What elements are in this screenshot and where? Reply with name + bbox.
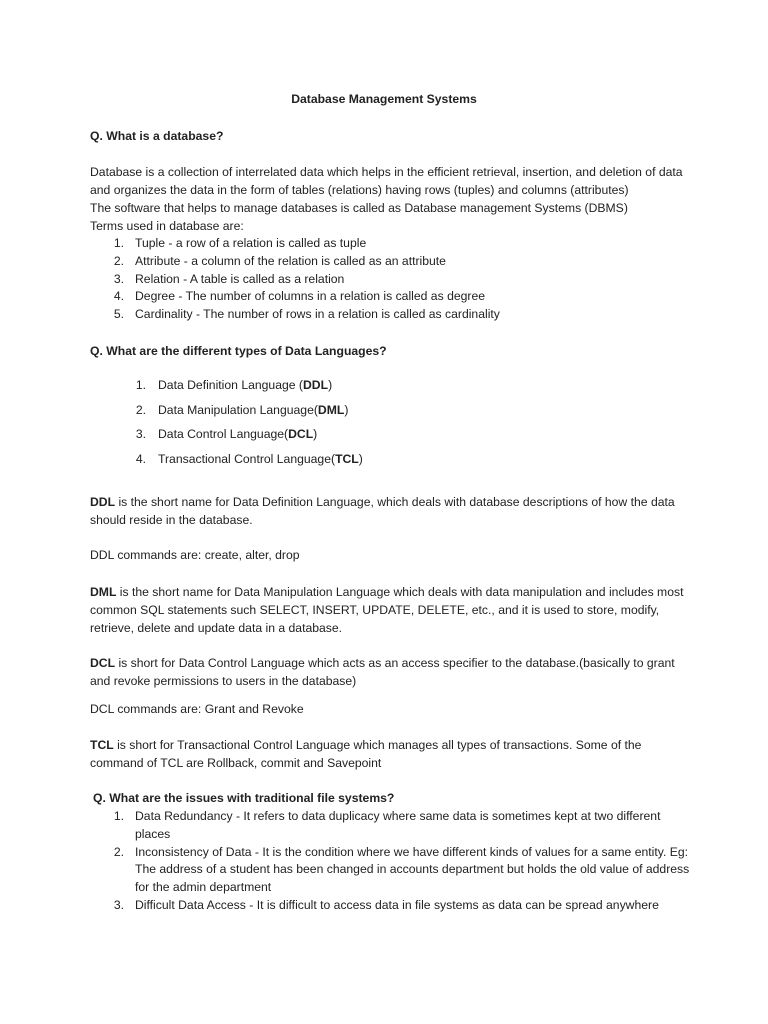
paren-close: ) — [313, 427, 318, 442]
question-file-systems: Q. What are the issues with traditional file systems? — [93, 791, 395, 805]
language-abbr: DCL — [288, 427, 314, 442]
list-item — [90, 808, 690, 844]
issues-list — [90, 808, 690, 915]
list-number: 1. — [113, 809, 124, 823]
list-number: 1. — [113, 236, 124, 250]
list-item — [90, 235, 690, 253]
language-abbr: DDL — [303, 378, 329, 392]
list-item — [90, 253, 690, 271]
list-text: Attribute - a column of the relation is called as an attribute — [135, 253, 446, 268]
list-number: 4. — [135, 451, 146, 466]
paren-close: ) — [344, 402, 349, 417]
tcl-paragraph — [90, 737, 680, 773]
list-number: 5. — [113, 307, 124, 322]
list-text: Relation - A table is called as a relation — [135, 271, 345, 286]
ddl-abbr: DDL — [90, 495, 116, 509]
dcl-commands: DCL commands are: Grant and Revoke — [90, 702, 304, 716]
tcl-text: is short for Transactional Control Language which manages all types of transactions. Some of the command of TCL are Rollback, commit and Savepoint — [90, 738, 642, 770]
dcl-abbr: DCL — [90, 656, 116, 670]
dcl-paragraph — [90, 655, 685, 691]
list-number: 1. — [135, 378, 146, 392]
dml-paragraph — [90, 584, 685, 637]
dml-abbr: DML — [90, 585, 117, 599]
list-text: Tuple - a row of a relation is called as tuple — [135, 236, 367, 250]
ddl-paragraph — [90, 494, 680, 530]
list-item — [90, 288, 690, 306]
question-what-is-database: Q. What is a database? — [90, 129, 224, 143]
question-data-languages: Q. What are the different types of Data Languages? — [90, 344, 387, 358]
language-abbr: DML — [317, 402, 345, 417]
languages-list — [90, 377, 690, 475]
list-number: 2. — [113, 253, 124, 268]
list-number: 2. — [113, 844, 124, 859]
terms-intro: Terms used in database are: — [90, 219, 244, 233]
list-text: Cardinality - The number of rows in a relation is called as cardinality — [135, 307, 500, 322]
language-name: Data Control Language( — [158, 427, 289, 442]
list-text: Degree - The number of columns in a relation is called as degree — [135, 289, 486, 304]
dcl-text: is short for Data Control Language which acts as an access specifier to the database.(basically to grant and revoke permissions to users in the database) — [90, 656, 675, 688]
language-abbr: TCL — [335, 451, 359, 466]
list-number: 3. — [113, 897, 124, 912]
language-name: Transactional Control Language( — [158, 451, 336, 466]
paren-close: ) — [328, 378, 333, 392]
database-definition-paragraph: Database is a collection of interrelated data which helps in the efficient retrieval, insertion, and deletion of data and organizes the data in the form of tables (relations) having rows (tuples) and columns (attributes) — [90, 165, 683, 197]
list-item — [90, 377, 690, 402]
list-item — [90, 844, 690, 897]
ddl-commands: DDL commands are: create, alter, drop — [90, 548, 300, 562]
terms-list — [90, 235, 690, 324]
list-item — [90, 306, 690, 324]
language-name: Data Manipulation Language( — [158, 402, 318, 417]
list-number: 3. — [135, 427, 146, 442]
list-text: Data Redundancy - It refers to data duplicacy where same data is sometimes kept at two different places — [135, 809, 661, 841]
language-name: Data Definition Language ( — [158, 378, 303, 392]
list-item — [90, 402, 690, 427]
page-title: Database Management Systems — [291, 92, 477, 106]
list-number: 2. — [135, 402, 146, 417]
paren-close: ) — [358, 451, 363, 466]
list-number: 4. — [113, 289, 124, 304]
list-item — [90, 271, 690, 289]
list-item — [90, 897, 690, 915]
dbms-paragraph: The software that helps to manage databases is called as Database management Systems (DBMS) — [90, 201, 628, 215]
list-number: 3. — [113, 271, 124, 286]
list-text: Difficult Data Access - It is difficult to access data in file systems as data can be spread anywhere — [135, 897, 659, 912]
ddl-text: is the short name for Data Definition Language, which deals with database descriptions of how the data should reside in the database. — [90, 495, 675, 527]
list-text: Inconsistency of Data - It is the condition where we have different kinds of values for a same entity. Eg: The address of a student has been changed in accounts department but holds the old value of address for the admin department — [135, 844, 690, 895]
list-item — [90, 426, 690, 451]
list-item — [90, 451, 690, 476]
dml-text: is the short name for Data Manipulation Language which deals with data manipulation and includes most common SQL statements such SELECT, INSERT, UPDATE, DELETE, etc., and it is used to store, modify, retrieve, delete and update data in a database. — [90, 585, 684, 635]
tcl-abbr: TCL — [90, 738, 114, 752]
